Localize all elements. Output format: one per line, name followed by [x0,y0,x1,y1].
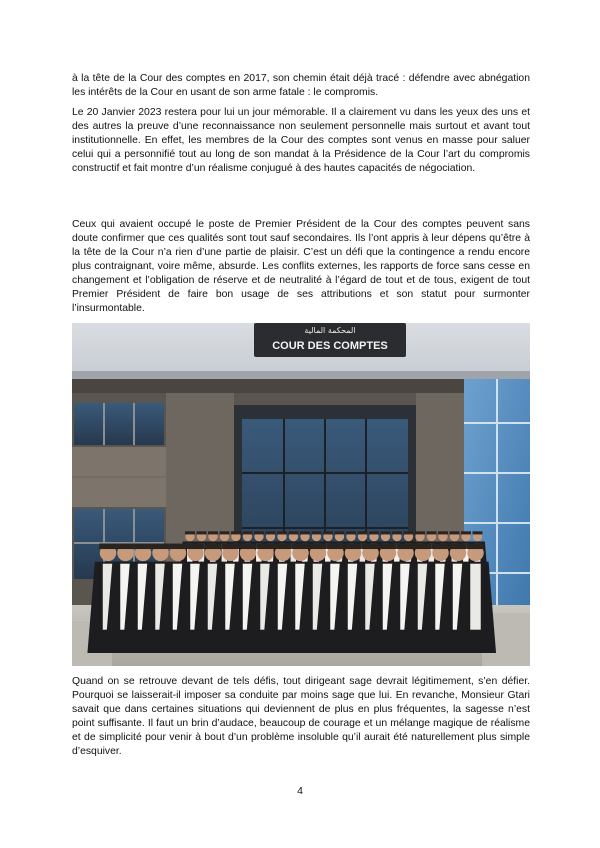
group-photo [72,323,530,666]
paragraph-1: à la tête de la Cour des comptes en 2017, son chemin était déjà tracé : défendre avec abnégation les intérêts de la Cour en usant de son arme fatale : le compromis. [72,73,530,98]
sign-arabic-text: المحكمة المالية [304,326,356,335]
paragraph-2: Le 20 Janvier 2023 restera pour lui un jour mémorable. Il a clairement vu dans les yeux des uns et des autres la preuve d’une reconnaissance non seulement personnelle mais surtout et avant tout institutionnelle. En effet, les membres de la Cour des comptes sont venus en masse pour saluer celui qui a personnifié tout au long de son mandat à la Présidence de la Cour l’art du compromis constructif et fait montre d’un réalisme conjugué à des hautes capacités de négociation. [72,107,530,174]
paragraph-3: Ceux qui avaient occupé le poste de Premier Président de la Cour des comptes peuvent sans doute confirmer que ces qualités sont tout sauf secondaires. Ils l’ont appris à leur dépens qu’être à la tête de la Cour n’a rien d’une partie de plaisir. C’est un défi que la contingence a rendu encore plus contraignant, voire même, absurde. Les conflits externes, les rapports de force sans cesse en changement et l’obligation de réserve et de neutralité à l’égard de tout et de tous, exigent de tout Premier Président de faire bon usage de ses attributions et son statut pour surmonter l’insurmontable. [72,219,530,314]
page-number: 4 [297,786,303,797]
paragraph-4: Quand on se retrouve devant de tels défis, tout dirigeant sage devrait légitimement, s’en défier. Pourquoi se laisserait-il imposer sa conduite par moins sage que lui. En revanche, Monsieur Gtari savait que dans certaines situations qui deviennent de plus en plus fréquentes, la sagesse n’est point suffisante. Il faut un brin d’audace, beaucoup de courage et un mélange magique de réalisme et de simplicité pour venir à bout d’un problème insoluble qu’il aurait été naturellement plus simple d’esquiver. [72,676,530,757]
group-photo-illustration [72,323,530,666]
group-of-magistrates [87,531,496,653]
sign-text: COUR DES COMPTES [272,340,388,352]
